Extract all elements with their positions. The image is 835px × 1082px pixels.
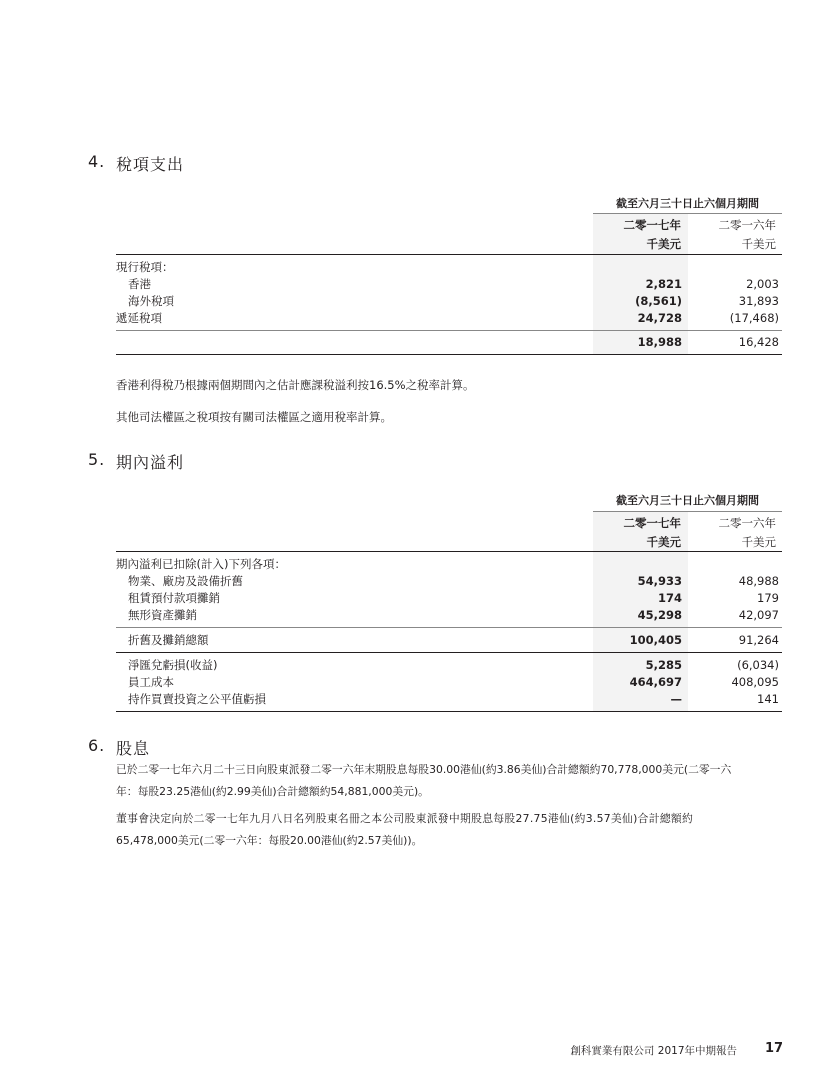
table-row bbox=[116, 276, 782, 293]
table-row bbox=[116, 657, 782, 674]
footer-report-title: 創科實業有限公司 2017年中期報告 bbox=[570, 1045, 737, 1057]
row-value-2016: (17,468) bbox=[729, 311, 779, 325]
section-4-period-header: 截至六月三十日止六個月期間 bbox=[616, 197, 759, 210]
section-4-note-1: 香港利得稅乃根據兩個期間內之估計應課稅溢利按16.5%之稅率計算。 bbox=[116, 378, 475, 392]
row-value-2017: 174 bbox=[657, 591, 682, 605]
section-4-table-top-rule bbox=[116, 254, 782, 255]
table-row bbox=[116, 674, 782, 691]
row-label: 現行稅項： bbox=[116, 260, 174, 274]
table-row bbox=[116, 556, 782, 573]
table-row bbox=[116, 573, 782, 590]
subtotal-row bbox=[116, 632, 782, 649]
row-value-2016: 141 bbox=[757, 692, 779, 706]
table-row bbox=[116, 691, 782, 708]
row-value-2016: 31,893 bbox=[738, 294, 779, 308]
total-value-2016: 16,428 bbox=[738, 335, 779, 349]
row-value-2016: 408,095 bbox=[731, 675, 779, 689]
table-row bbox=[116, 607, 782, 624]
row-label: 香港 bbox=[128, 277, 151, 291]
row-value-2017: — bbox=[670, 692, 682, 706]
section-6-number: 6. bbox=[88, 736, 106, 755]
row-value-2017: 464,697 bbox=[629, 675, 682, 689]
section-5-col2-year: 二零一六年 bbox=[718, 516, 776, 530]
row-label: 折舊及攤銷總額 bbox=[128, 633, 209, 647]
row-value-2017: 2,821 bbox=[645, 277, 682, 291]
section-5-number: 5. bbox=[88, 450, 106, 469]
row-value-2017: 54,933 bbox=[637, 574, 682, 588]
row-value-2016: (6,034) bbox=[737, 658, 779, 672]
row-label: 遞延稅項 bbox=[116, 311, 162, 325]
section-4-col1-year: 二零一七年 bbox=[623, 218, 681, 232]
row-label: 海外稅項 bbox=[128, 294, 174, 308]
section-5-period-header: 截至六月三十日止六個月期間 bbox=[616, 494, 759, 507]
row-value-2016: 179 bbox=[757, 591, 779, 605]
section-4-col2-year: 二零一六年 bbox=[718, 218, 776, 232]
row-value-2016: 48,988 bbox=[738, 574, 779, 588]
section-5-col2-header bbox=[688, 514, 776, 552]
section-6-paragraph-1-line-2: 年：每股23.25港仙(約2.99美仙)合計總額約54,881,000美元)。 bbox=[116, 785, 429, 798]
row-label: 無形資產攤銷 bbox=[128, 608, 197, 622]
total-value-2017: 18,988 bbox=[637, 335, 682, 349]
row-label: 期內溢利已扣除(計入)下列各項： bbox=[116, 557, 286, 571]
row-value-2016: 42,097 bbox=[738, 608, 779, 622]
row-value-2017: 45,298 bbox=[637, 608, 682, 622]
row-label: 員工成本 bbox=[128, 675, 174, 689]
section-4-col2-header bbox=[688, 216, 776, 254]
section-6-paragraph-2-line-2: 65,478,000美元(二零一六年：每股20.00港仙(約2.57美仙))。 bbox=[116, 834, 423, 847]
section-6-title: 股息 bbox=[116, 739, 151, 758]
row-value-2016: 91,264 bbox=[738, 633, 779, 647]
row-value-2017: (8,561) bbox=[635, 294, 682, 308]
section-5-subtotal-rule bbox=[116, 627, 782, 628]
row-label: 淨匯兌虧損(收益) bbox=[128, 658, 218, 672]
section-5-col1-unit: 千美元 bbox=[646, 535, 681, 549]
section-5-table-bottom-rule bbox=[116, 711, 782, 712]
section-6-paragraph-1 bbox=[116, 759, 782, 803]
table-row bbox=[116, 310, 782, 327]
section-5-col1-year: 二零一七年 bbox=[623, 516, 681, 530]
row-value-2017: 5,285 bbox=[645, 658, 682, 672]
section-5-subtotal-bottom-rule bbox=[116, 652, 782, 653]
section-5-table-top-rule bbox=[116, 551, 782, 552]
section-4-table-bottom-rule bbox=[116, 354, 782, 355]
section-4-col2-unit: 千美元 bbox=[741, 237, 776, 251]
page-number: 17 bbox=[765, 1041, 784, 1056]
section-4-note-2: 其他司法權區之稅項按有關司法權區之適用稅率計算。 bbox=[116, 410, 392, 424]
section-5-col1-header bbox=[593, 514, 681, 552]
section-6-paragraph-2-line-1: 董事會決定向於二零一七年九月八日名列股東名冊之本公司股東派發中期股息每股27.75港仙(約3.57美仙)合計總額約 bbox=[116, 812, 694, 825]
row-value-2016: 2,003 bbox=[746, 277, 779, 291]
section-4-title: 稅項支出 bbox=[116, 155, 185, 174]
row-label: 物業、廠房及設備折舊 bbox=[128, 574, 243, 588]
section-5-title: 期內溢利 bbox=[116, 453, 185, 472]
section-5-col2-unit: 千美元 bbox=[741, 535, 776, 549]
section-4-number: 4. bbox=[88, 152, 106, 171]
section-6-paragraph-2 bbox=[116, 808, 782, 852]
row-label: 持作買賣投資之公平值虧損 bbox=[128, 692, 266, 706]
section-4-total-rule bbox=[116, 330, 782, 331]
total-row bbox=[116, 334, 782, 351]
table-row bbox=[116, 590, 782, 607]
section-4-col1-unit: 千美元 bbox=[646, 237, 681, 251]
row-label: 租賃預付款項攤銷 bbox=[128, 591, 220, 605]
section-6-paragraph-1-line-1: 已於二零一七年六月二十三日向股東派發二零一六年末期股息每股30.00港仙(約3.86美仙)合計總額約70,778,000美元(二零一六 bbox=[116, 763, 732, 776]
table-row bbox=[116, 293, 782, 310]
row-value-2017: 100,405 bbox=[629, 633, 682, 647]
section-4-col1-header bbox=[593, 216, 681, 254]
row-value-2017: 24,728 bbox=[637, 311, 682, 325]
table-row bbox=[116, 259, 782, 276]
